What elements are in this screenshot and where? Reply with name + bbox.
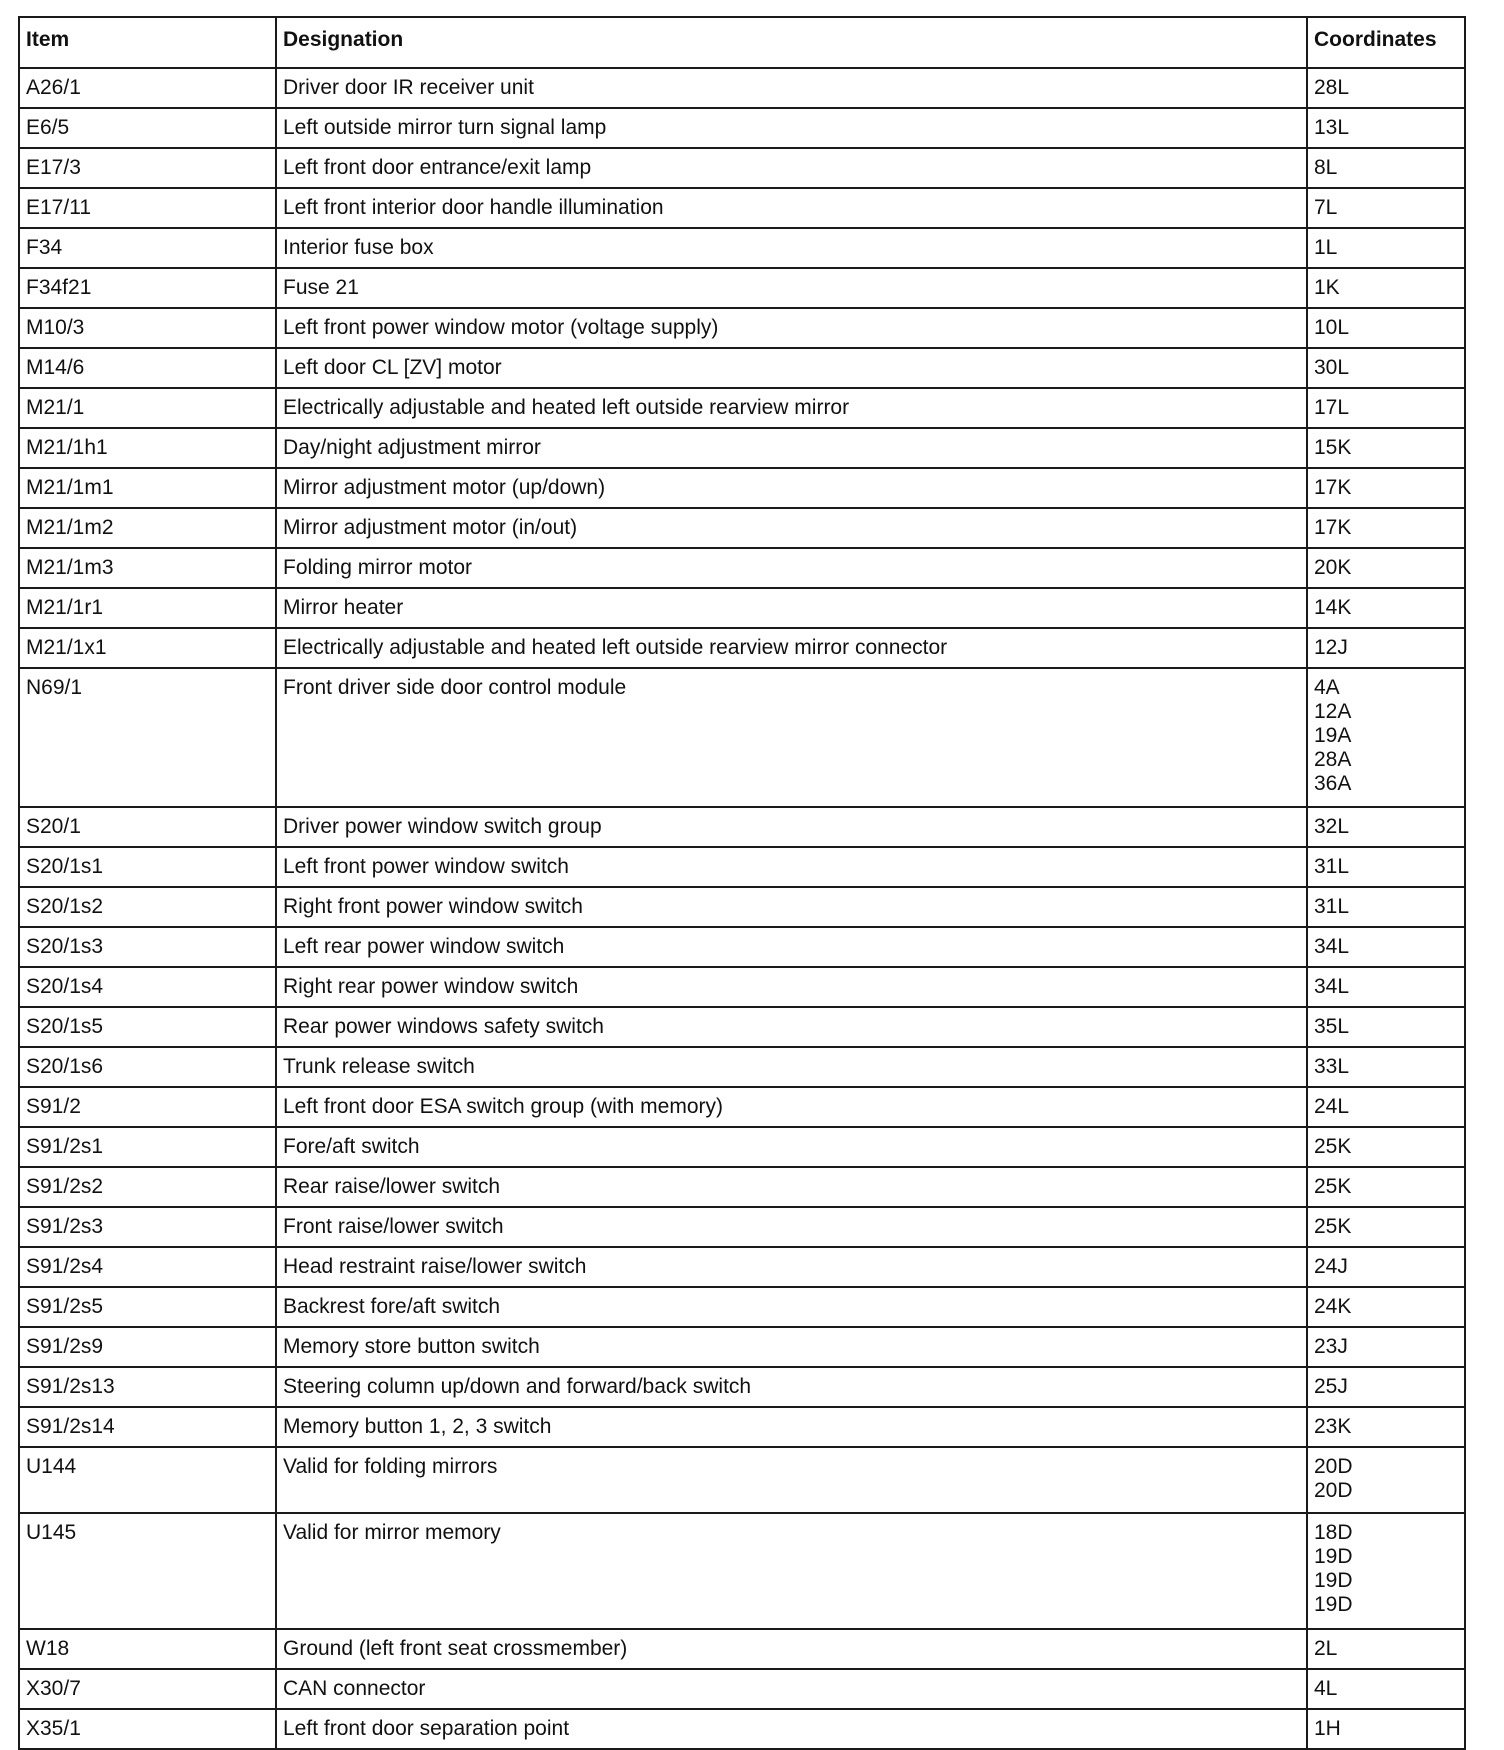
cell-designation: Head restraint raise/lower switch	[276, 1247, 1307, 1287]
cell-item: M10/3	[19, 308, 276, 348]
cell-item: S91/2s1	[19, 1127, 276, 1167]
table-row	[19, 188, 1465, 228]
coordinate-value: 36A	[1314, 772, 1352, 795]
coordinate-value: 20D	[1314, 1455, 1353, 1478]
table-row	[19, 1669, 1465, 1709]
table-row	[19, 1127, 1465, 1167]
cell-coordinates	[1307, 1669, 1465, 1709]
coordinate-value: 17L	[1314, 396, 1350, 419]
column-header-coordinates: Coordinates	[1307, 17, 1465, 68]
table-row	[19, 847, 1465, 887]
coordinate-value: 34L	[1314, 935, 1350, 958]
cell-item: U144	[19, 1447, 276, 1513]
cell-item: S91/2s3	[19, 1207, 276, 1247]
cell-item: A26/1	[19, 68, 276, 108]
cell-coordinates	[1307, 1367, 1465, 1407]
cell-coordinates	[1307, 188, 1465, 228]
cell-coordinates	[1307, 927, 1465, 967]
cell-item: S91/2s14	[19, 1407, 276, 1447]
cell-item: S20/1s6	[19, 1047, 276, 1087]
table-row	[19, 1513, 1465, 1629]
cell-item: S20/1	[19, 807, 276, 847]
table-header-row	[19, 17, 1465, 68]
cell-item: M21/1x1	[19, 628, 276, 668]
cell-item: S20/1s2	[19, 887, 276, 927]
cell-designation: Rear power windows safety switch	[276, 1007, 1307, 1047]
coordinate-value: 28A	[1314, 748, 1352, 771]
cell-designation: Front raise/lower switch	[276, 1207, 1307, 1247]
coordinate-value: 19A	[1314, 724, 1352, 747]
coordinate-value: 19D	[1314, 1545, 1353, 1568]
cell-item: E6/5	[19, 108, 276, 148]
cell-coordinates	[1307, 468, 1465, 508]
coordinate-value: 8L	[1314, 156, 1338, 179]
cell-coordinates	[1307, 1513, 1465, 1629]
coordinate-value: 1L	[1314, 236, 1338, 259]
cell-designation: CAN connector	[276, 1669, 1307, 1709]
coordinate-value: 2L	[1314, 1637, 1338, 1660]
cell-designation: Mirror adjustment motor (up/down)	[276, 468, 1307, 508]
table-row	[19, 308, 1465, 348]
coordinate-value: 1H	[1314, 1717, 1341, 1740]
cell-coordinates	[1307, 588, 1465, 628]
coordinate-value: 12A	[1314, 700, 1352, 723]
cell-designation: Rear raise/lower switch	[276, 1167, 1307, 1207]
coordinate-value: 17K	[1314, 516, 1352, 539]
cell-designation: Valid for mirror memory	[276, 1513, 1307, 1629]
table-row	[19, 628, 1465, 668]
coordinate-value: 25K	[1314, 1135, 1352, 1158]
table-row	[19, 1709, 1465, 1749]
cell-item: N69/1	[19, 668, 276, 807]
cell-coordinates	[1307, 847, 1465, 887]
table-row	[19, 108, 1465, 148]
table-row	[19, 1407, 1465, 1447]
cell-coordinates	[1307, 308, 1465, 348]
cell-item: S91/2s5	[19, 1287, 276, 1327]
cell-designation: Memory store button switch	[276, 1327, 1307, 1367]
coordinate-value: 1K	[1314, 276, 1340, 299]
column-header-designation: Designation	[276, 17, 1307, 68]
coordinate-value: 20D	[1314, 1479, 1353, 1502]
cell-item: S20/1s5	[19, 1007, 276, 1047]
cell-designation: Interior fuse box	[276, 228, 1307, 268]
table-row	[19, 1047, 1465, 1087]
table-row	[19, 148, 1465, 188]
cell-item: W18	[19, 1629, 276, 1669]
cell-designation: Mirror adjustment motor (in/out)	[276, 508, 1307, 548]
cell-designation: Day/night adjustment mirror	[276, 428, 1307, 468]
cell-item: S91/2s4	[19, 1247, 276, 1287]
cell-coordinates	[1307, 887, 1465, 927]
coordinate-value: 24J	[1314, 1255, 1348, 1278]
cell-item: M21/1r1	[19, 588, 276, 628]
table-row	[19, 348, 1465, 388]
cell-coordinates	[1307, 668, 1465, 807]
cell-designation: Folding mirror motor	[276, 548, 1307, 588]
cell-designation: Left front power window motor (voltage supply)	[276, 308, 1307, 348]
cell-coordinates	[1307, 628, 1465, 668]
cell-item: M21/1m3	[19, 548, 276, 588]
cell-item: M21/1m1	[19, 468, 276, 508]
cell-designation: Left door CL [ZV] motor	[276, 348, 1307, 388]
coordinate-value: 10L	[1314, 316, 1350, 339]
table-row	[19, 508, 1465, 548]
cell-item: X30/7	[19, 1669, 276, 1709]
component-table	[18, 16, 1466, 1750]
cell-designation: Fuse 21	[276, 268, 1307, 308]
coordinate-value: 15K	[1314, 436, 1352, 459]
coordinate-value: 25K	[1314, 1215, 1352, 1238]
coordinate-value: 34L	[1314, 975, 1350, 998]
cell-coordinates	[1307, 68, 1465, 108]
table-row	[19, 1367, 1465, 1407]
cell-designation: Front driver side door control module	[276, 668, 1307, 807]
cell-coordinates	[1307, 548, 1465, 588]
table-row	[19, 388, 1465, 428]
coordinate-value: 32L	[1314, 815, 1350, 838]
cell-coordinates	[1307, 348, 1465, 388]
coordinate-value: 13L	[1314, 116, 1350, 139]
cell-coordinates	[1307, 428, 1465, 468]
table-row	[19, 1167, 1465, 1207]
cell-designation: Trunk release switch	[276, 1047, 1307, 1087]
cell-designation: Left rear power window switch	[276, 927, 1307, 967]
coordinate-value: 19D	[1314, 1593, 1353, 1616]
cell-item: S20/1s3	[19, 927, 276, 967]
cell-coordinates	[1307, 1047, 1465, 1087]
table-row	[19, 428, 1465, 468]
table-row	[19, 1247, 1465, 1287]
coordinate-value: 30L	[1314, 356, 1350, 379]
table-row	[19, 1629, 1465, 1669]
cell-coordinates	[1307, 1407, 1465, 1447]
cell-coordinates	[1307, 1127, 1465, 1167]
coordinate-value: 18D	[1314, 1521, 1353, 1544]
cell-coordinates	[1307, 1087, 1465, 1127]
coordinate-value: 31L	[1314, 855, 1350, 878]
coordinate-value: 24L	[1314, 1095, 1350, 1118]
cell-designation: Left front interior door handle illumination	[276, 188, 1307, 228]
cell-designation: Driver door IR receiver unit	[276, 68, 1307, 108]
cell-item: S91/2s13	[19, 1367, 276, 1407]
table-row	[19, 548, 1465, 588]
coordinate-value: 25K	[1314, 1175, 1352, 1198]
cell-designation: Memory button 1, 2, 3 switch	[276, 1407, 1307, 1447]
cell-item: E17/3	[19, 148, 276, 188]
table-row	[19, 1007, 1465, 1047]
cell-coordinates	[1307, 148, 1465, 188]
document-page	[18, 16, 1464, 1750]
cell-item: F34	[19, 228, 276, 268]
cell-coordinates	[1307, 508, 1465, 548]
cell-coordinates	[1307, 967, 1465, 1007]
table-row	[19, 887, 1465, 927]
cell-item: U145	[19, 1513, 276, 1629]
cell-designation: Left front door separation point	[276, 1709, 1307, 1749]
table-row	[19, 967, 1465, 1007]
cell-item: M21/1	[19, 388, 276, 428]
table-body	[19, 68, 1465, 1749]
table-row	[19, 1327, 1465, 1367]
table-row	[19, 588, 1465, 628]
cell-coordinates	[1307, 807, 1465, 847]
cell-coordinates	[1307, 1207, 1465, 1247]
cell-item: S20/1s4	[19, 967, 276, 1007]
cell-item: S20/1s1	[19, 847, 276, 887]
table-row	[19, 1207, 1465, 1247]
cell-item: X35/1	[19, 1709, 276, 1749]
coordinate-value: 19D	[1314, 1569, 1353, 1592]
table-row	[19, 228, 1465, 268]
coordinate-value: 28L	[1314, 76, 1350, 99]
coordinate-value: 7L	[1314, 196, 1338, 219]
cell-designation: Driver power window switch group	[276, 807, 1307, 847]
cell-designation: Left front door ESA switch group (with memory)	[276, 1087, 1307, 1127]
cell-item: M14/6	[19, 348, 276, 388]
coordinate-value: 33L	[1314, 1055, 1350, 1078]
cell-designation: Fore/aft switch	[276, 1127, 1307, 1167]
cell-coordinates	[1307, 1007, 1465, 1047]
cell-designation: Left front power window switch	[276, 847, 1307, 887]
coordinate-value: 20K	[1314, 556, 1352, 579]
cell-coordinates	[1307, 388, 1465, 428]
cell-designation: Valid for folding mirrors	[276, 1447, 1307, 1513]
cell-item: E17/11	[19, 188, 276, 228]
cell-designation: Left outside mirror turn signal lamp	[276, 108, 1307, 148]
cell-item: F34f21	[19, 268, 276, 308]
cell-designation: Left front door entrance/exit lamp	[276, 148, 1307, 188]
cell-designation: Mirror heater	[276, 588, 1307, 628]
coordinate-value: 23K	[1314, 1415, 1352, 1438]
coordinate-value: 4A	[1314, 676, 1340, 699]
table-row	[19, 468, 1465, 508]
cell-item: S91/2s2	[19, 1167, 276, 1207]
cell-coordinates	[1307, 1247, 1465, 1287]
coordinate-value: 24K	[1314, 1295, 1352, 1318]
cell-item: M21/1h1	[19, 428, 276, 468]
cell-item: M21/1m2	[19, 508, 276, 548]
cell-designation: Ground (left front seat crossmember)	[276, 1629, 1307, 1669]
coordinate-value: 23J	[1314, 1335, 1348, 1358]
cell-designation: Right front power window switch	[276, 887, 1307, 927]
cell-designation: Electrically adjustable and heated left outside rearview mirror connector	[276, 628, 1307, 668]
cell-designation: Backrest fore/aft switch	[276, 1287, 1307, 1327]
cell-coordinates	[1307, 1287, 1465, 1327]
coordinate-value: 12J	[1314, 636, 1348, 659]
cell-designation: Electrically adjustable and heated left outside rearview mirror	[276, 388, 1307, 428]
cell-designation: Steering column up/down and forward/back switch	[276, 1367, 1307, 1407]
cell-coordinates	[1307, 268, 1465, 308]
coordinate-value: 4L	[1314, 1677, 1338, 1700]
cell-coordinates	[1307, 1447, 1465, 1513]
table-row	[19, 927, 1465, 967]
table-row	[19, 668, 1465, 807]
cell-coordinates	[1307, 1629, 1465, 1669]
table-row	[19, 1087, 1465, 1127]
cell-coordinates	[1307, 1167, 1465, 1207]
cell-designation: Right rear power window switch	[276, 967, 1307, 1007]
cell-item: S91/2	[19, 1087, 276, 1127]
table-row	[19, 1447, 1465, 1513]
cell-coordinates	[1307, 1709, 1465, 1749]
column-header-item: Item	[19, 17, 276, 68]
cell-item: S91/2s9	[19, 1327, 276, 1367]
coordinate-value: 25J	[1314, 1375, 1348, 1398]
coordinate-value: 31L	[1314, 895, 1350, 918]
cell-coordinates	[1307, 1327, 1465, 1367]
cell-coordinates	[1307, 228, 1465, 268]
table-row	[19, 807, 1465, 847]
coordinate-value: 35L	[1314, 1015, 1350, 1038]
coordinate-value: 17K	[1314, 476, 1352, 499]
cell-coordinates	[1307, 108, 1465, 148]
table-row	[19, 68, 1465, 108]
coordinate-value: 14K	[1314, 596, 1352, 619]
table-row	[19, 268, 1465, 308]
table-row	[19, 1287, 1465, 1327]
